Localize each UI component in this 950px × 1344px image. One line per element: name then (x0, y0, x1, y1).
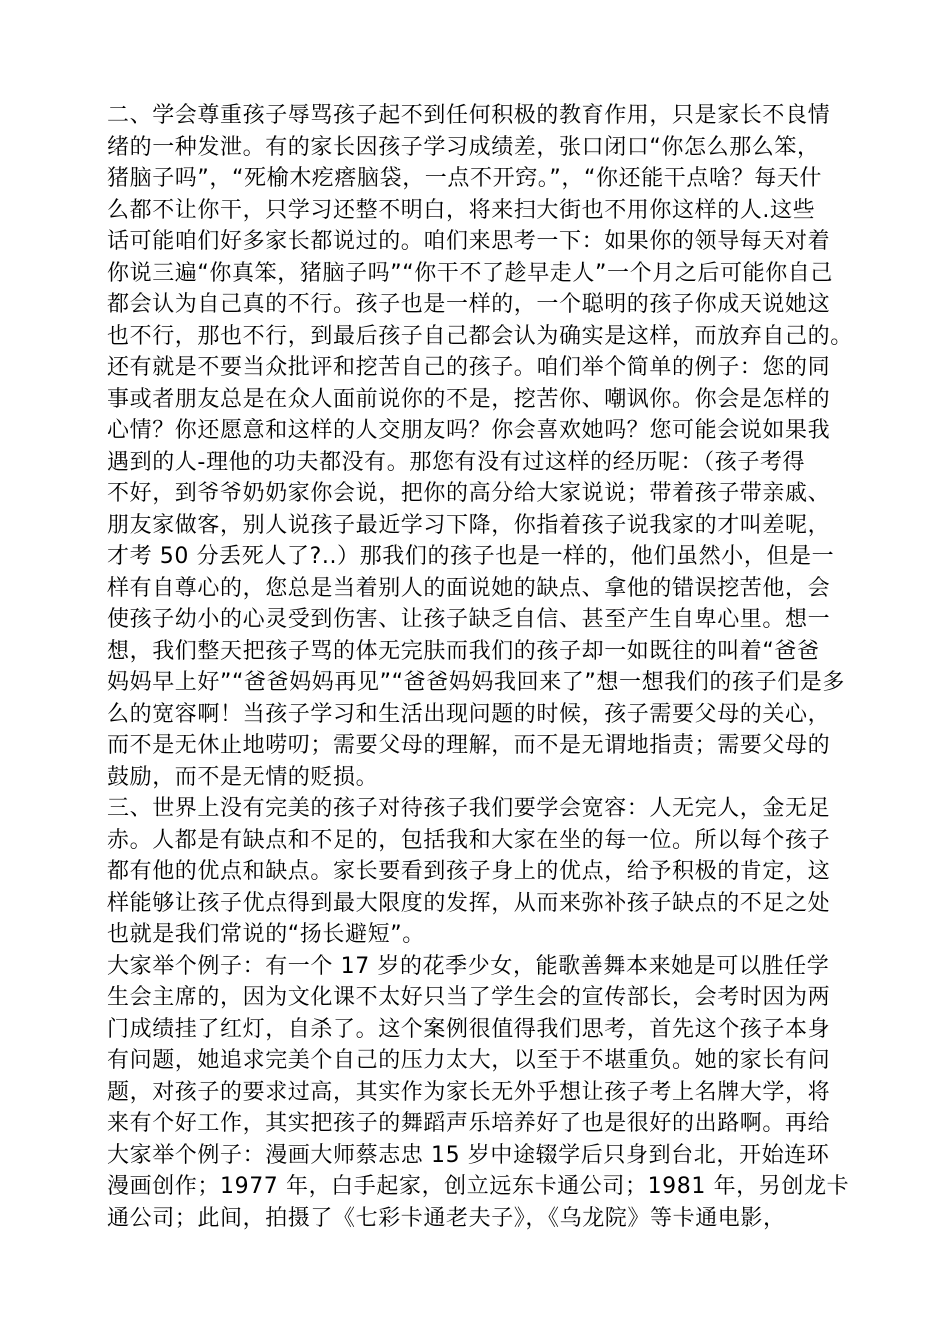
text-line: 有问题，她追求完美个自己的压力太大，以至于不堪重负。她的家长有问 (107, 1048, 831, 1073)
text-line: 使孩子幼小的心灵受到伤害、让孩子缺乏自信、甚至产生自卑心里。想一 (107, 607, 831, 632)
text-line: 样能够让孩子优点得到最大限度的发挥，从而来弥补孩子缺点的不足之处 (107, 890, 831, 916)
text-line: 也就是我们常说的“扬长避短”。 (107, 922, 425, 947)
text-line: 还有就是不要当众批评和挖苦自己的孩子。咱们举个简单的例子：您的同 (107, 355, 831, 380)
text-line: 二、学会尊重孩子辱骂孩子起不到任何积极的教育作用，只是家长不良情 (107, 103, 831, 128)
text-line: 门成绩挂了红灯，自杀了。这个案例很值得我们思考，首先这个孩子本身 (107, 1016, 831, 1042)
text-line: 么都不让你干，只学习还整不明白，将来扫大街也不用你这样的人.这些 (107, 197, 816, 223)
text-line: 都会认为自己真的不行。孩子也是一样的，一个聪明的孩子你成天说她这 (107, 292, 831, 317)
text-line: 三、世界上没有完美的孩子对待孩子我们要学会宽容：人无完人，金无足 (107, 796, 831, 821)
text-line: 话可能咱们好多家长都说过的。咱们来思考一下：如果你的领导每天对着 (107, 229, 831, 254)
text-line: 来有个好工作，其实把孩子的舞蹈声乐培养好了也是很好的出路啊。再给 (107, 1111, 831, 1136)
text-line: 漫画创作；1977 年，白手起家，创立远东卡通公司；1981 年，另创龙卡 (107, 1174, 850, 1199)
text-line: 朋友家做客，别人说孩子最近学习下降，你指着孩子说我家的才叫差呢， (107, 512, 831, 538)
text-line: 不好，到爷爷奶奶家你会说，把你的高分给大家说说；带着孩子带亲戚、 (107, 481, 831, 506)
text-line: 事或者朋友总是在众人面前说你的不是，挖苦你、嘲讽你。你会是怎样的 (107, 386, 831, 412)
text-line: 都有他的优点和缺点。家长要看到孩子身上的优点，给予积极的肯定，这 (107, 859, 831, 884)
text-line: 样有自尊心的，您总是当着别人的面说她的缺点、拿他的错误挖苦他，会 (107, 575, 831, 601)
text-line: 心情？你还愿意和这样的人交朋友吗？你会喜欢她吗？您可能会说如果我 (107, 418, 831, 443)
text-line: 遇到的人-理他的功夫都没有。那您有没有过这样的经历呢：（孩子考得 (107, 449, 806, 475)
text-line: 你说三遍“你真笨，猪脑子吗”“你干不了趁早走人”一个月之后可能你自己 (107, 260, 833, 286)
text-line: 绪的一种发泄。有的家长因孩子学习成绩差，张口闭口“你怎么那么笨， (107, 134, 820, 160)
text-line: 赤。人都是有缺点和不足的，包括我和大家在坐的每一位。所以每个孩子 (107, 827, 831, 853)
text-line: 题，对孩子的要求过高，其实作为家长无外乎想让孩子考上名牌大学，将 (107, 1079, 831, 1105)
text-line: 妈妈早上好”“爸爸妈妈再见”“爸爸妈妈我回来了”想一想我们的孩子们是多 (107, 670, 845, 695)
text-line: 猪脑子吗”，“死榆木疙瘩脑袋，一点不开窍。”，“你还能干点啥？每天什 (107, 166, 822, 191)
text-line: 么的宽容啊！当孩子学习和生活出现问题的时候，孩子需要父母的关心， (107, 701, 831, 727)
text-line: 也不行，那也不行，到最后孩子自己都会认为确实是这样，而放弃自己的。 (107, 323, 853, 349)
text-line: 而不是无休止地唠叨；需要父母的理解，而不是无谓地指责；需要父母的 (107, 733, 831, 758)
text-line: 想，我们整天把孩子骂的体无完肤而我们的孩子却一如既往的叫着“爸爸 (107, 638, 820, 664)
text-line: 生会主席的，因为文化课不太好只当了学生会的宣传部长，会考时因为两 (107, 985, 831, 1010)
text-line: 大家举个例子：有一个 17 岁的花季少女，能歌善舞本来她是可以胜任学 (107, 953, 830, 979)
text-line: 大家举个例子：漫画大师蔡志忠 15 岁中途辍学后只身到台北，开始连环 (107, 1142, 830, 1168)
text-line: 才考 50 分丢死人了?..）那我们的孩子也是一样的，他们虽然小，但是一 (107, 544, 835, 569)
text-line: 通公司；此间，拍摄了《七彩卡通老夫子》，《乌龙院》等卡通电影， (107, 1205, 786, 1231)
text-line: 鼓励，而不是无情的贬损。 (107, 764, 379, 790)
body-text (107, 100, 867, 1234)
